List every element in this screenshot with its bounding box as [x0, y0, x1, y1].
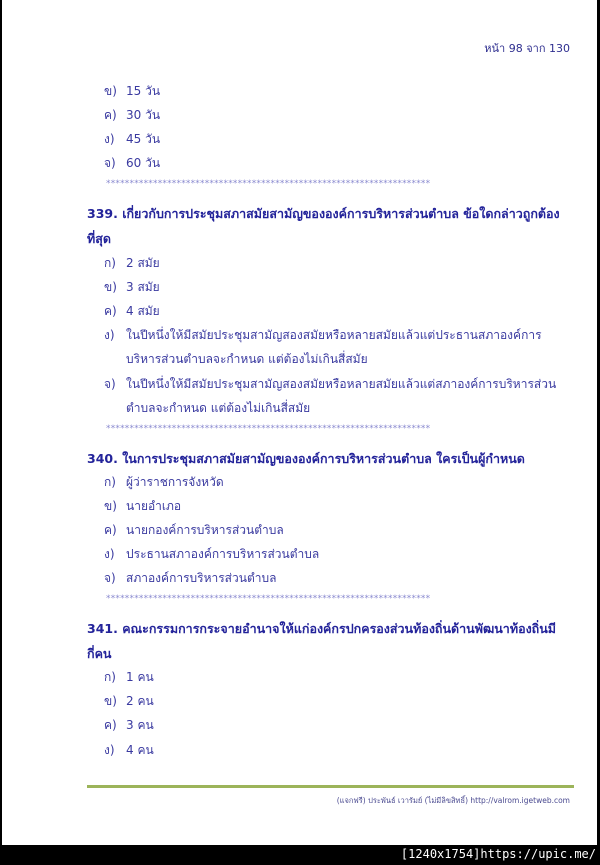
option-text: นายอำเภอ — [126, 499, 182, 513]
option-item — [104, 569, 276, 588]
option-label: ข) — [104, 694, 117, 708]
option-label: ก) — [104, 256, 116, 270]
option-text: 60 วัน — [126, 156, 161, 170]
option-label: ค) — [104, 304, 117, 318]
option-text: ในปีหนึ่งให้มีสมัยประชุมสามัญสองสมัยหรือหลายสมัยแล้วแต่ประธานสภาองค์การ — [126, 328, 542, 342]
option-label: ข) — [104, 280, 117, 294]
option-item — [104, 521, 284, 540]
separator: ********************************************************************* — [106, 179, 431, 189]
option-label: ค) — [104, 108, 117, 122]
option-label: ง) — [104, 328, 115, 342]
option-text: 3 คน — [126, 718, 154, 732]
footer-credit: (แจกฟรี) ประพันธ์ เวารัมย์ (ไม่มีลิขสิทธิ์) http://valrom.igetweb.com — [336, 796, 570, 805]
option-item — [104, 473, 224, 492]
separator: ********************************************************************* — [106, 594, 431, 604]
question-341-line1: 341. คณะกรรมการกระจายอำนาจให้แก่องค์กรปกครองส่วนท้องถิ่นด้านพัฒนาท้องถิ่นมี — [87, 621, 557, 636]
option-label: ง) — [104, 743, 115, 757]
option-label: ค) — [104, 523, 117, 537]
option-label: ง) — [104, 132, 115, 146]
option-text: 15 วัน — [126, 84, 161, 98]
option-text: สภาองค์การบริหารส่วนตำบล — [126, 571, 277, 585]
option-label: ก) — [104, 475, 116, 489]
option-text-continued: ตำบลจะกำหนด แต่ต้องไม่เกินสี่สมัย — [126, 401, 311, 415]
question-341-line2: กี่คน — [87, 646, 112, 661]
separator: ********************************************************************* — [106, 424, 431, 434]
option-text: ผู้ว่าราชการจังหวัด — [126, 475, 224, 489]
option-text: 30 วัน — [126, 108, 161, 122]
page-indicator: หน้า 98 จาก 130 — [484, 42, 570, 55]
option-label: ง) — [104, 547, 115, 561]
document-page — [2, 0, 597, 845]
question-340-line1: 340. ในการประชุมสภาสมัยสามัญขององค์การบริหารส่วนตำบล ใครเป็นผู้กำหนด — [87, 451, 525, 466]
option-label: ก) — [104, 670, 116, 684]
option-item — [104, 375, 556, 394]
option-item — [104, 545, 319, 564]
option-text: 2 คน — [126, 694, 154, 708]
option-text-continued: บริหารส่วนตำบลจะกำหนด แต่ต้องไม่เกินสี่สมัย — [126, 352, 368, 366]
option-item — [104, 302, 160, 321]
option-item — [104, 716, 154, 735]
question-339-line2: ที่สุด — [87, 231, 111, 246]
option-item — [104, 668, 154, 687]
option-item — [104, 326, 542, 345]
option-item — [104, 741, 154, 760]
option-label: จ) — [104, 377, 116, 391]
option-label: จ) — [104, 571, 116, 585]
option-item — [104, 254, 160, 273]
option-item — [104, 497, 181, 516]
option-text: 2 สมัย — [126, 256, 160, 270]
option-item — [104, 130, 160, 149]
option-text: 1 คน — [126, 670, 154, 684]
image-watermark: [1240x1754]https://upic.me/ — [400, 847, 596, 861]
option-text: นายกองค์การบริหารส่วนตำบล — [126, 523, 284, 537]
option-text: 4 คน — [126, 743, 154, 757]
option-item — [104, 106, 160, 125]
option-text: 3 สมัย — [126, 280, 160, 294]
option-label: ค) — [104, 718, 117, 732]
option-label: จ) — [104, 156, 116, 170]
option-text: 45 วัน — [126, 132, 161, 146]
option-text: 4 สมัย — [126, 304, 160, 318]
option-text: ประธานสภาองค์การบริหารส่วนตำบล — [126, 547, 320, 561]
option-text: ในปีหนึ่งให้มีสมัยประชุมสามัญสองสมัยหรือหลายสมัยแล้วแต่สภาองค์การบริหารส่วน — [126, 377, 557, 391]
option-item — [104, 692, 154, 711]
question-339-line1: 339. เกี่ยวกับการประชุมสภาสมัยสามัญขององค์การบริหารส่วนตำบล ข้อใดกล่าวถูกต้อง — [87, 206, 560, 221]
option-item — [104, 154, 160, 173]
option-item — [104, 82, 160, 101]
footer-rule — [87, 785, 574, 788]
option-item — [104, 278, 160, 297]
option-label: ข) — [104, 84, 117, 98]
option-label: ข) — [104, 499, 117, 513]
